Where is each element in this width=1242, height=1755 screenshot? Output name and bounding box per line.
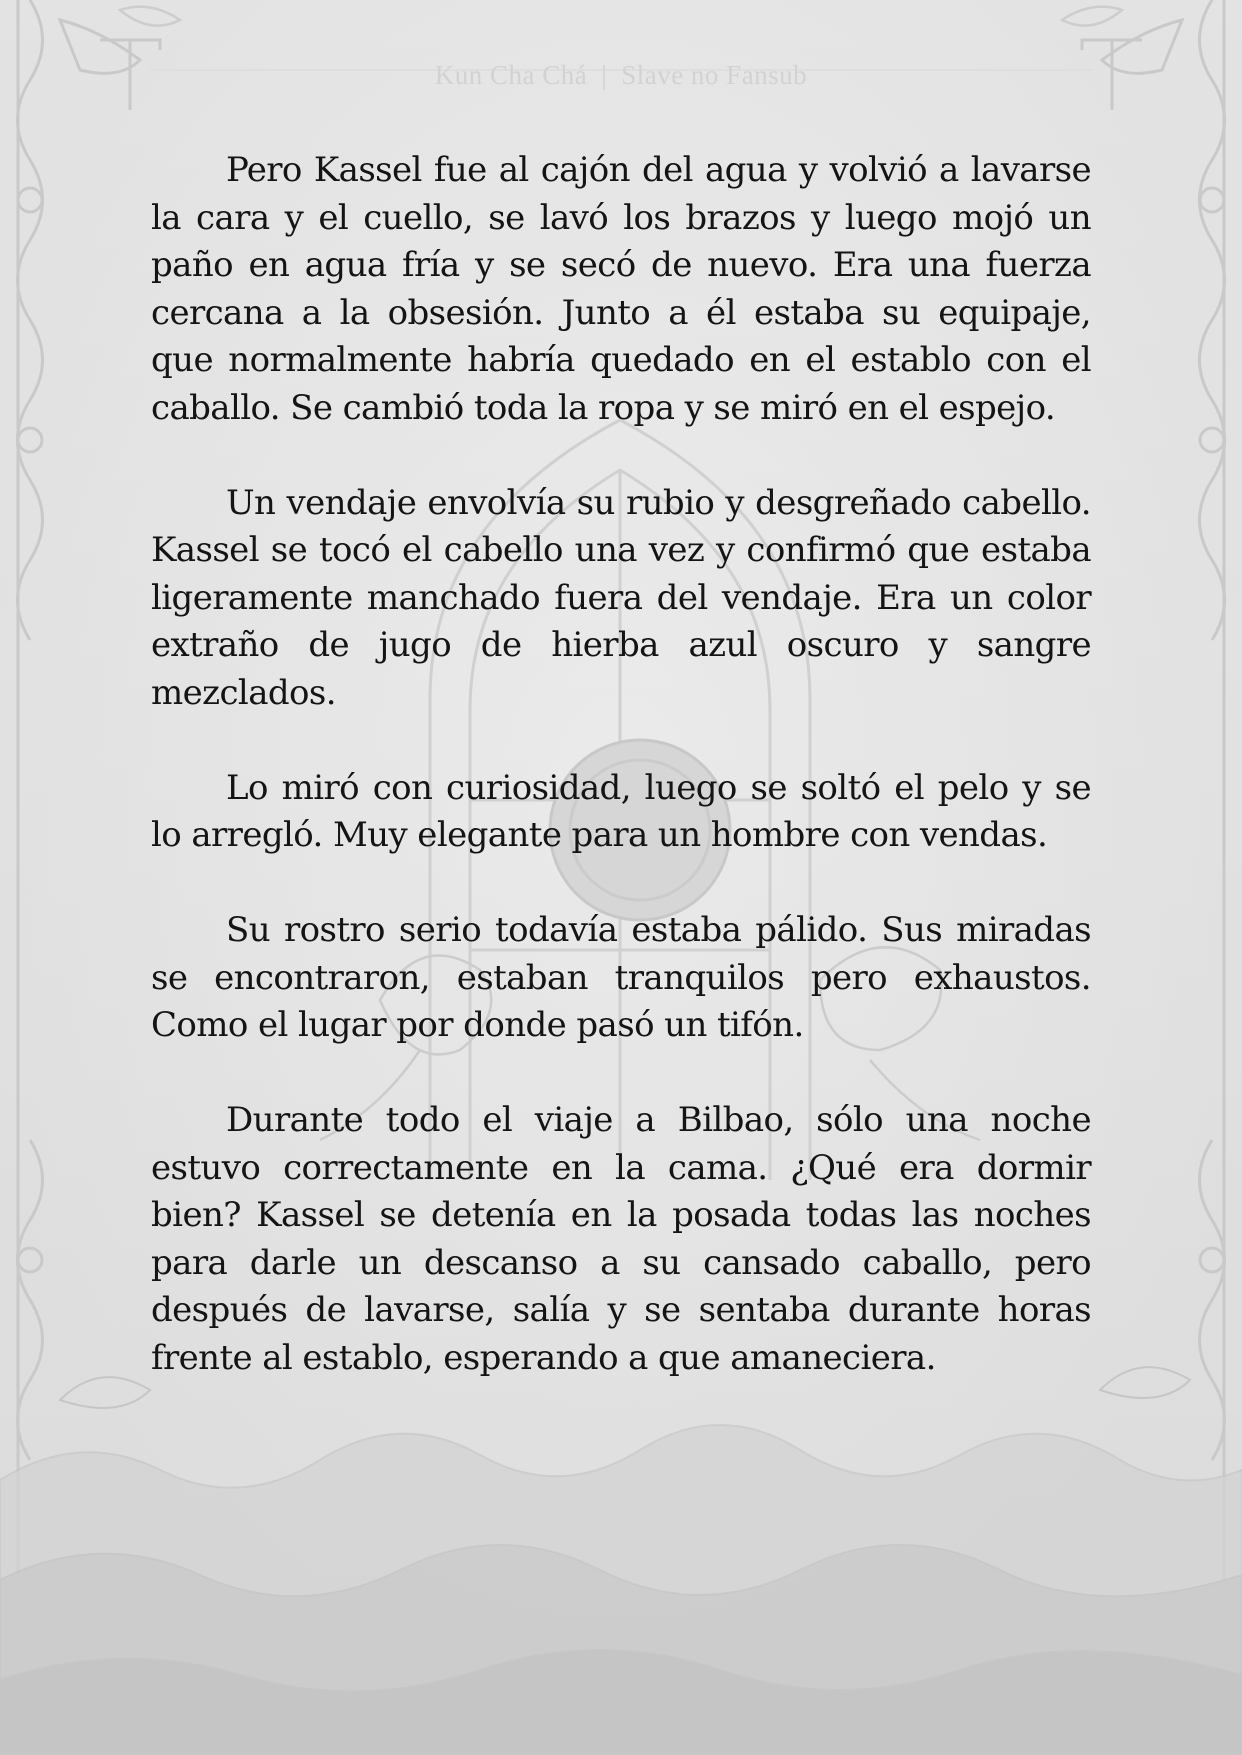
watermark-group-right: Slave no Fansub <box>621 60 808 90</box>
paragraph: Un vendaje envolvía su rubio y desgreñado cabello. Kassel se tocó el cabello una vez y confirmó que estaba ligeramente manchado fuera del vendaje. Era un color extraño de jugo de hierba azul oscuro y sangre mezclados. <box>151 482 1091 713</box>
watermark-separator: | <box>601 60 608 90</box>
watermark-group-left: Kun Cha Chá <box>434 60 588 90</box>
paragraph: Lo miró con curiosidad, luego se soltó el pelo y se lo arregló. Muy elegante para un hombre con vendas. <box>151 767 1091 855</box>
body-text <box>151 147 1091 1430</box>
paragraph: Su rostro serio todavía estaba pálido. Sus miradas se encontraron, estaban tranquilos pero exhaustos. Como el lugar por donde pasó un tifón. <box>151 910 1091 1045</box>
paragraph: Durante todo el viaje a Bilbao, sólo una noche estuvo correctamente en la cama. ¿Qué era dormir bien? Kassel se detenía en la posada todas las noches para darle un descanso a su cansado caballo, pero después de lavarse, salía y se sentaba durante horas frente al establo, esperando a que amaneciera. <box>151 1100 1091 1378</box>
paragraph: Pero Kassel fue al cajón del agua y volvió a lavarse la cara y el cuello, se lavó los brazos y luego mojó un paño en agua fría y se secó de nuevo. Era una fuerza cercana a la obsesión. Junto a él estaba su equipaje, que normalmente habría quedado en el establo con el caballo. Se cambió toda la ropa y se miró en el espejo. <box>151 150 1091 428</box>
fansub-watermark <box>0 60 1242 91</box>
